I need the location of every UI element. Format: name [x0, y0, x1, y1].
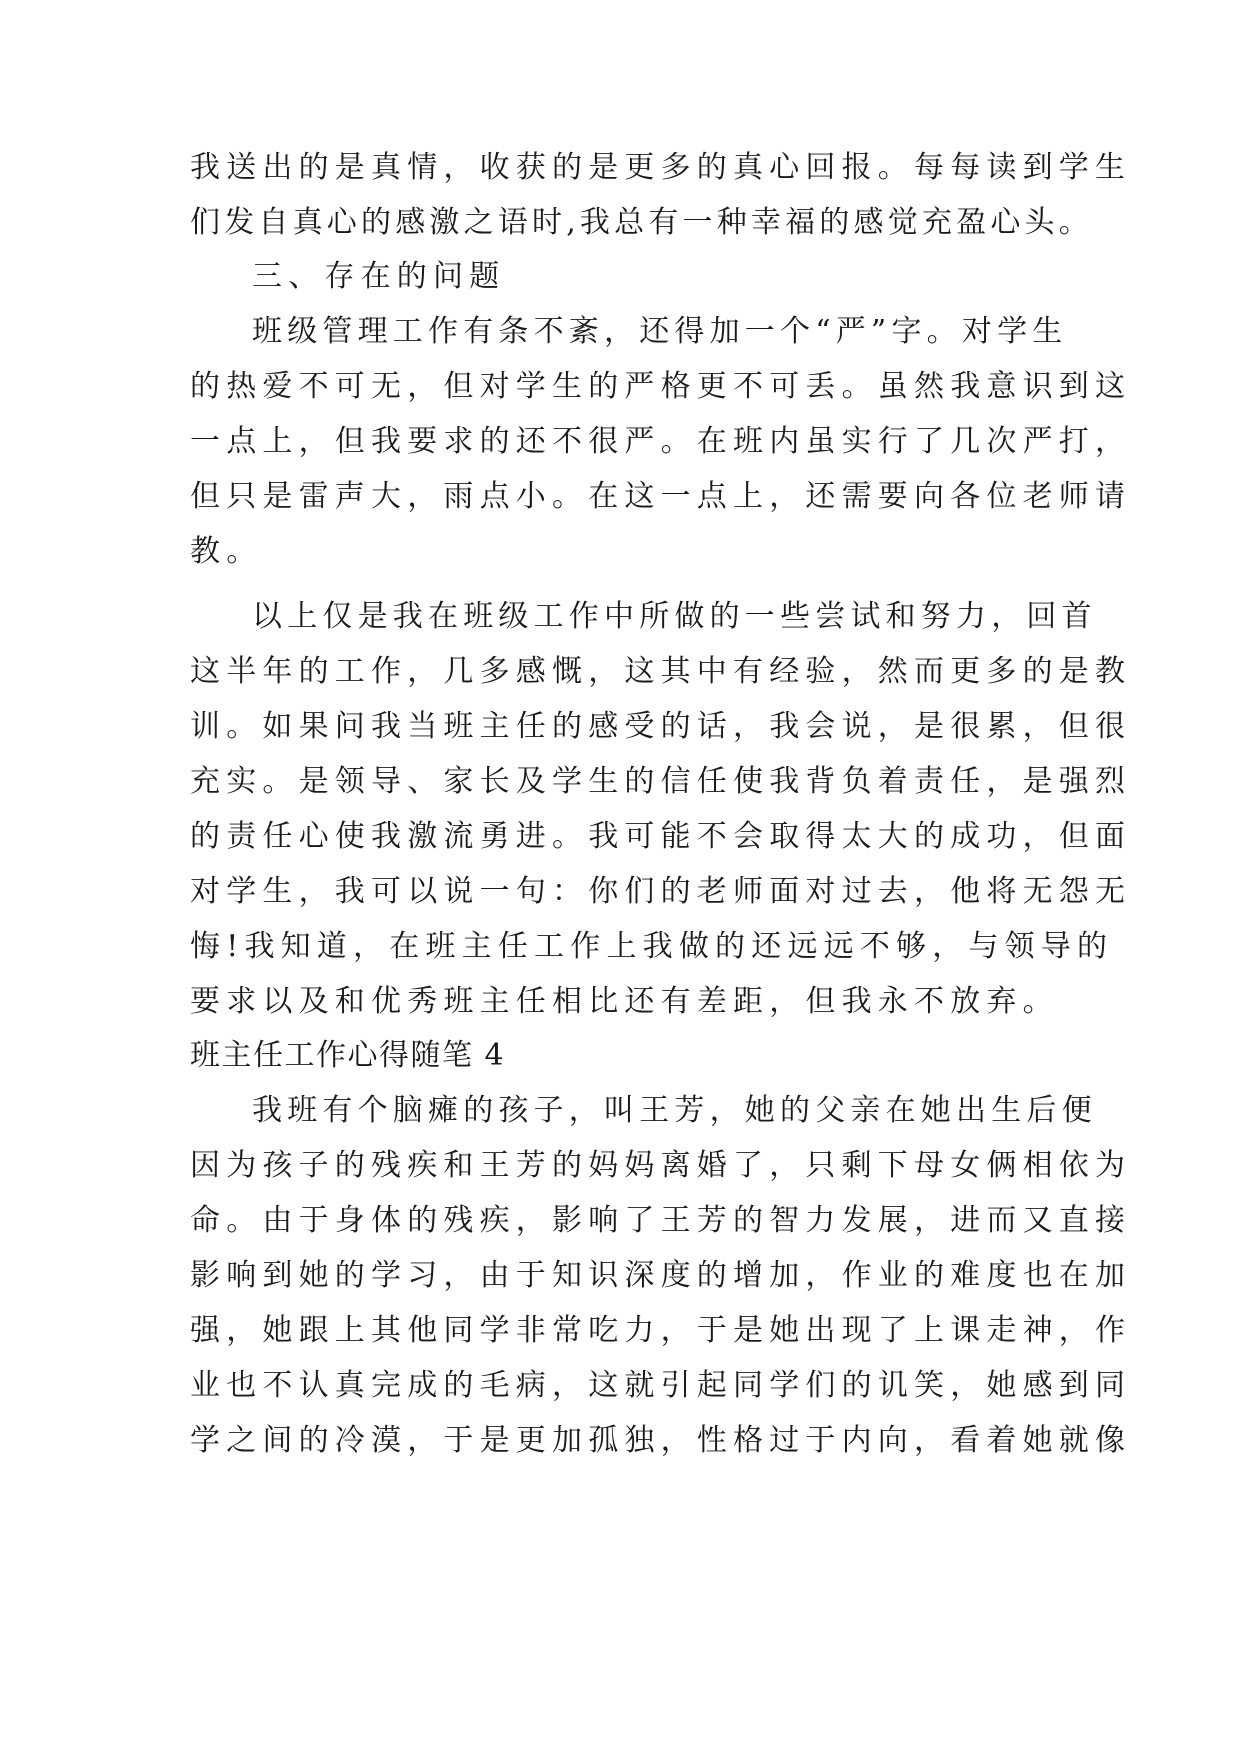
paragraph-line: 强，她跟上其他同学非常吃力，于是她出现了上课走神，作 [190, 1313, 1132, 1348]
paragraph-line: 训。如果问我当班主任的感受的话，我会说，是很累，但很 [190, 709, 1132, 744]
paragraph-line: 命。由于身体的残疾，影响了王芳的智力发展，进而又直接 [190, 1203, 1132, 1238]
paragraph-line: 我班有个脑瘫的孩子，叫王芳，她的父亲在她出生后便 [252, 1093, 1097, 1128]
paragraph-line: 的热爱不可无，但对学生的严格更不可丢。虽然我意识到这 [190, 369, 1132, 404]
article-title: 班主任工作心得随笔 4 [190, 1038, 506, 1073]
paragraph-line: 以上仅是我在班级工作中所做的一些尝试和努力，回首 [252, 599, 1097, 634]
paragraph-line: 的责任心使我激流勇进。我可能不会取得太大的成功，但面 [190, 819, 1132, 854]
paragraph-line: 们发自真心的感激之语时,我总有一种幸福的感觉充盈心头。 [190, 205, 1093, 240]
paragraph-line: 但只是雷声大，雨点小。在这一点上，还需要向各位老师请 [190, 479, 1132, 514]
paragraph-line: 悔!我知道，在班主任工作上我做的还远远不够，与领导的 [190, 929, 1114, 964]
paragraph-line: 对学生，我可以说一句：你们的老师面对过去，他将无怨无 [190, 874, 1132, 909]
paragraph-line: 这半年的工作，几多感慨，这其中有经验，然而更多的是教 [190, 654, 1132, 689]
paragraph-line: 学之间的冷漠，于是更加孤独，性格过于内向，看着她就像 [190, 1423, 1132, 1458]
paragraph-line: 我送出的是真情，收获的是更多的真心回报。每每读到学生 [190, 150, 1132, 185]
paragraph-line: 班级管理工作有条不紊，还得加一个“严”字。对学生 [252, 314, 1068, 349]
section-heading: 三、存在的问题 [252, 259, 506, 294]
paragraph-line: 业也不认真完成的毛病，这就引起同学们的讥笑，她感到同 [190, 1368, 1132, 1403]
paragraph-line: 影响到她的学习，由于知识深度的增加，作业的难度也在加 [190, 1258, 1132, 1293]
paragraph-line: 一点上，但我要求的还不很严。在班内虽实行了几次严打， [190, 424, 1132, 459]
paragraph-line: 教。 [190, 534, 263, 569]
paragraph-line: 充实。是领导、家长及学生的信任使我背负着责任，是强烈 [190, 764, 1132, 799]
paragraph-line: 要求以及和优秀班主任相比还有差距，但我永不放弃。 [190, 984, 1059, 1019]
paragraph-line: 因为孩子的残疾和王芳的妈妈离婚了，只剩下母女俩相依为 [190, 1148, 1132, 1183]
